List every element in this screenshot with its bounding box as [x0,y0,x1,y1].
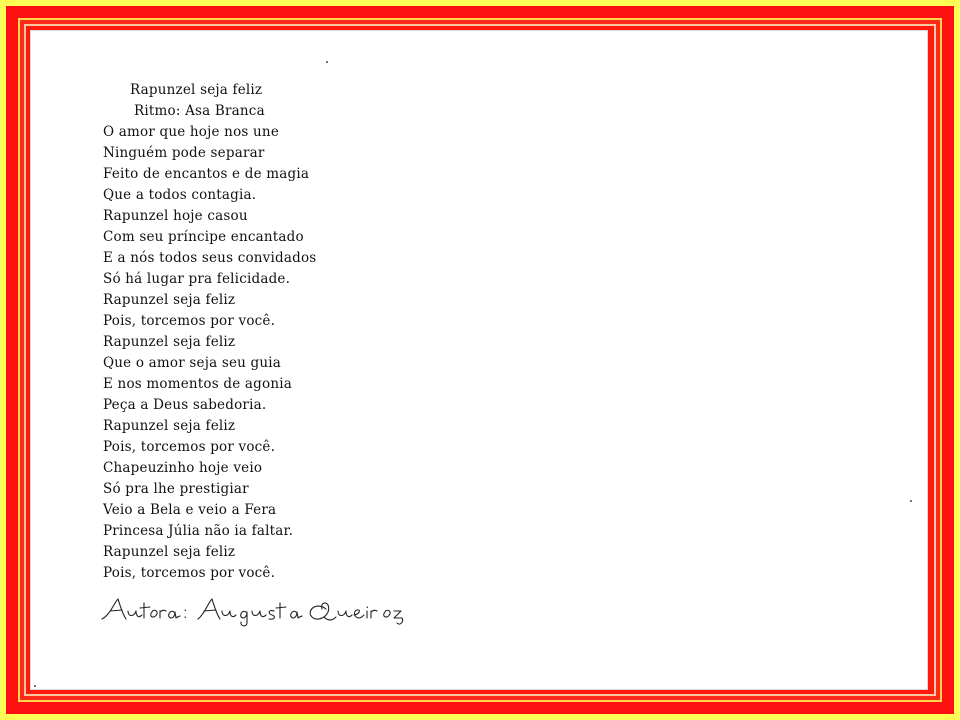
poem-subtitle: Ritmo: Asa Branca [134,103,265,119]
poem-line: Que o amor seja seu guia [103,355,282,371]
poem-line: E nos momentos de agonia [103,376,292,392]
poem-line: Rapunzel seja feliz [103,292,236,308]
poem-line: Só há lugar pra felicidade. [103,271,291,287]
poem-line: O amor que hoje nos une [103,124,280,140]
poem-line: Com seu príncipe encantado [103,229,304,245]
poem-line: E a nós todos seus convidados [103,250,317,266]
poem-line: Ninguém pode separar [103,145,265,161]
handwritten-signature [100,595,420,627]
poem-line: Chapeuzinho hoje veio [103,460,263,476]
scan-speck [326,61,328,63]
poem-line: Pois, torcemos por você. [103,565,276,581]
scan-speck [34,685,36,687]
poem-line: Rapunzel seja feliz [103,418,236,434]
poem-line: Peça a Deus sabedoria. [103,397,267,413]
poem-line: Rapunzel seja feliz [103,544,236,560]
poem-line: Que a todos contagia. [103,187,257,203]
poem-line: Rapunzel seja feliz [103,334,236,350]
poem-line: Veio a Bela e veio a Fera [103,502,277,518]
scanned-page [30,30,928,690]
poem-line: Pois, torcemos por você. [103,439,276,455]
poem-line: Princesa Júlia não ia faltar. [103,523,294,539]
poem-line: Só pra lhe prestigiar [103,481,249,497]
poem-line: Pois, torcemos por você. [103,313,276,329]
poem-line: Rapunzel hoje casou [103,208,248,224]
poem-line: Feito de encantos e de magia [103,166,310,182]
poem-text [103,80,316,584]
scan-speck [910,500,912,502]
poem-title: Rapunzel seja feliz [130,82,263,98]
